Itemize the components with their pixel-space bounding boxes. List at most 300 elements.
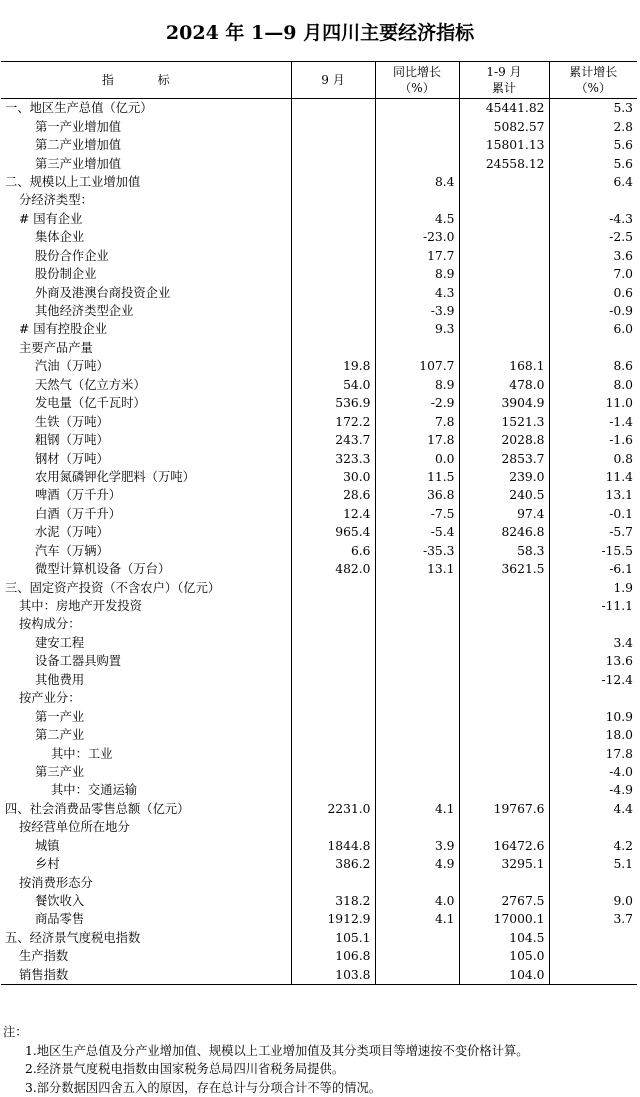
row-cumulative: -4.3 <box>549 210 637 228</box>
row-cumulative: 3.7 <box>549 910 637 928</box>
row-name: 按经营单位所在地分 <box>1 818 291 836</box>
row-month <box>291 652 375 670</box>
table-row <box>1 154 637 172</box>
table-row <box>1 947 637 965</box>
row-yoy <box>375 781 459 799</box>
row-ytd <box>459 781 549 799</box>
table-row <box>1 800 637 818</box>
row-yoy <box>375 339 459 357</box>
row-ytd: 3295.1 <box>459 855 549 873</box>
row-ytd <box>459 228 549 246</box>
row-yoy <box>375 597 459 615</box>
row-ytd <box>459 689 549 707</box>
row-name: 生产指数 <box>1 947 291 965</box>
row-name: 第一产业 <box>1 707 291 725</box>
row-month: 482.0 <box>291 560 375 578</box>
row-ytd: 478.0 <box>459 376 549 394</box>
header-cumulative: 累计增长 （%） <box>549 62 637 99</box>
row-cumulative: 5.6 <box>549 154 637 172</box>
row-ytd <box>459 283 549 301</box>
table-row <box>1 726 637 744</box>
row-yoy <box>375 652 459 670</box>
row-ytd <box>459 671 549 689</box>
row-ytd: 104.5 <box>459 929 549 947</box>
row-yoy: 13.1 <box>375 560 459 578</box>
row-month: 28.6 <box>291 486 375 504</box>
row-name: 主要产品产量 <box>1 339 291 357</box>
row-name: 按产业分： <box>1 689 291 707</box>
row-cumulative: 6.0 <box>549 320 637 338</box>
table-row <box>1 486 637 504</box>
row-cumulative: 2.8 <box>549 117 637 135</box>
table-row <box>1 781 637 799</box>
row-month: 536.9 <box>291 394 375 412</box>
row-yoy: 4.5 <box>375 210 459 228</box>
table-row <box>1 173 637 191</box>
row-yoy: 3.9 <box>375 837 459 855</box>
row-name: 股份合作企业 <box>1 247 291 265</box>
row-cumulative: -15.5 <box>549 542 637 560</box>
row-cumulative <box>549 818 637 836</box>
row-name: 第二产业 <box>1 726 291 744</box>
row-ytd <box>459 744 549 762</box>
row-month <box>291 873 375 891</box>
row-month <box>291 320 375 338</box>
row-name: 发电量（亿千瓦时） <box>1 394 291 412</box>
row-yoy: 4.3 <box>375 283 459 301</box>
row-month <box>291 210 375 228</box>
row-name: 白酒（万千升） <box>1 505 291 523</box>
row-yoy: -5.4 <box>375 523 459 541</box>
notes-label: 注： <box>3 1023 529 1042</box>
row-yoy <box>375 873 459 891</box>
row-yoy: -2.9 <box>375 394 459 412</box>
table-row <box>1 505 637 523</box>
table-row <box>1 117 637 135</box>
row-cumulative: 7.0 <box>549 265 637 283</box>
row-ytd <box>459 302 549 320</box>
table-row <box>1 689 637 707</box>
table-row <box>1 910 637 928</box>
row-name: 微型计算机设备（万台） <box>1 560 291 578</box>
table-row <box>1 283 637 301</box>
table-row <box>1 412 637 430</box>
row-ytd: 1521.3 <box>459 412 549 430</box>
table-row <box>1 671 637 689</box>
row-name: 其中：交通运输 <box>1 781 291 799</box>
row-yoy: 7.8 <box>375 412 459 430</box>
row-yoy <box>375 966 459 985</box>
row-ytd: 45441.82 <box>459 99 549 118</box>
row-yoy: 8.4 <box>375 173 459 191</box>
row-month <box>291 818 375 836</box>
row-cumulative <box>549 873 637 891</box>
table-row <box>1 339 637 357</box>
header-ytd: 1-9 月 累计 <box>459 62 549 99</box>
row-month <box>291 689 375 707</box>
row-ytd: 97.4 <box>459 505 549 523</box>
row-ytd <box>459 320 549 338</box>
table-row <box>1 707 637 725</box>
row-name: 三、固定资产投资（不含农户）（亿元） <box>1 578 291 596</box>
row-month: 105.1 <box>291 929 375 947</box>
row-ytd: 239.0 <box>459 468 549 486</box>
row-month: 1912.9 <box>291 910 375 928</box>
row-month <box>291 615 375 633</box>
header-yoy: 同比增长 （%） <box>375 62 459 99</box>
row-yoy: 107.7 <box>375 357 459 375</box>
row-ytd: 168.1 <box>459 357 549 375</box>
row-month: 30.0 <box>291 468 375 486</box>
header-indicator: 指 标 <box>1 62 291 99</box>
row-month <box>291 707 375 725</box>
row-cumulative: 10.9 <box>549 707 637 725</box>
row-name: 其他费用 <box>1 671 291 689</box>
table-row <box>1 247 637 265</box>
table-row <box>1 468 637 486</box>
row-month <box>291 339 375 357</box>
row-month: 1844.8 <box>291 837 375 855</box>
page-title: 2024 年 1—9 月四川主要经济指标 <box>0 18 640 45</box>
row-name: 第二产业增加值 <box>1 136 291 154</box>
row-yoy <box>375 634 459 652</box>
row-yoy <box>375 578 459 596</box>
row-cumulative: 0.6 <box>549 283 637 301</box>
row-ytd <box>459 191 549 209</box>
table-header-row <box>1 62 637 99</box>
table-row <box>1 542 637 560</box>
table-row <box>1 892 637 910</box>
row-yoy <box>375 818 459 836</box>
row-ytd <box>459 763 549 781</box>
row-name: 水泥（万吨） <box>1 523 291 541</box>
row-yoy: 0.0 <box>375 449 459 467</box>
row-yoy <box>375 99 459 118</box>
row-cumulative: 5.6 <box>549 136 637 154</box>
row-yoy <box>375 689 459 707</box>
row-month <box>291 763 375 781</box>
row-yoy <box>375 191 459 209</box>
row-cumulative: 18.0 <box>549 726 637 744</box>
row-name: 外商及港澳台商投资企业 <box>1 283 291 301</box>
row-ytd <box>459 339 549 357</box>
row-month <box>291 726 375 744</box>
row-name: 其中：房地产开发投资 <box>1 597 291 615</box>
table-row <box>1 634 637 652</box>
row-name: 啤酒（万千升） <box>1 486 291 504</box>
row-cumulative: -0.9 <box>549 302 637 320</box>
table-row <box>1 929 637 947</box>
row-name: # 国有控股企业 <box>1 320 291 338</box>
row-month <box>291 781 375 799</box>
row-name: 农用氮磷钾化学肥料（万吨） <box>1 468 291 486</box>
row-cumulative: -0.1 <box>549 505 637 523</box>
table-row <box>1 99 637 118</box>
row-cumulative: -12.4 <box>549 671 637 689</box>
table-row <box>1 763 637 781</box>
row-ytd <box>459 726 549 744</box>
row-cumulative: 8.6 <box>549 357 637 375</box>
row-ytd <box>459 873 549 891</box>
row-ytd: 3904.9 <box>459 394 549 412</box>
row-yoy: -3.9 <box>375 302 459 320</box>
row-name: 四、社会消费品零售总额（亿元） <box>1 800 291 818</box>
row-yoy <box>375 117 459 135</box>
row-ytd <box>459 210 549 228</box>
row-month: 323.3 <box>291 449 375 467</box>
row-name: 汽油（万吨） <box>1 357 291 375</box>
row-month: 965.4 <box>291 523 375 541</box>
row-ytd: 58.3 <box>459 542 549 560</box>
table-row <box>1 744 637 762</box>
row-name: 一、地区生产总值（亿元） <box>1 99 291 118</box>
row-name: 第三产业 <box>1 763 291 781</box>
row-name: 乡村 <box>1 855 291 873</box>
row-ytd <box>459 634 549 652</box>
row-cumulative: 1.9 <box>549 578 637 596</box>
table-row <box>1 837 637 855</box>
row-month <box>291 265 375 283</box>
row-yoy <box>375 671 459 689</box>
table-row <box>1 228 637 246</box>
row-yoy <box>375 763 459 781</box>
table-row <box>1 597 637 615</box>
table-row <box>1 560 637 578</box>
row-month: 19.8 <box>291 357 375 375</box>
row-month <box>291 744 375 762</box>
row-month <box>291 597 375 615</box>
row-name: 商品零售 <box>1 910 291 928</box>
row-cumulative <box>549 615 637 633</box>
row-yoy: 4.0 <box>375 892 459 910</box>
row-cumulative: -11.1 <box>549 597 637 615</box>
table-row <box>1 320 637 338</box>
row-ytd: 17000.1 <box>459 910 549 928</box>
row-cumulative: 13.1 <box>549 486 637 504</box>
table-row <box>1 191 637 209</box>
row-month <box>291 671 375 689</box>
row-cumulative: 17.8 <box>549 744 637 762</box>
row-cumulative <box>549 966 637 985</box>
row-cumulative: 8.0 <box>549 376 637 394</box>
row-yoy: 4.9 <box>375 855 459 873</box>
row-name: 城镇 <box>1 837 291 855</box>
row-ytd: 15801.13 <box>459 136 549 154</box>
row-month: 6.6 <box>291 542 375 560</box>
row-month <box>291 302 375 320</box>
row-month <box>291 228 375 246</box>
row-ytd: 2767.5 <box>459 892 549 910</box>
row-yoy <box>375 154 459 172</box>
row-yoy: 4.1 <box>375 910 459 928</box>
note-1: 1.地区生产总值及分产业增加值、规模以上工业增加值及其分类项目等增速按不变价格计算。 <box>3 1042 529 1061</box>
note-3: 3.部分数据因四舍五入的原因，存在总计与分项合计不等的情况。 <box>3 1079 529 1097</box>
row-ytd: 16472.6 <box>459 837 549 855</box>
row-name: 餐饮收入 <box>1 892 291 910</box>
row-yoy: 8.9 <box>375 265 459 283</box>
row-month: 172.2 <box>291 412 375 430</box>
row-ytd <box>459 578 549 596</box>
row-yoy <box>375 726 459 744</box>
row-month <box>291 634 375 652</box>
row-month <box>291 191 375 209</box>
row-yoy: 17.7 <box>375 247 459 265</box>
row-yoy <box>375 744 459 762</box>
row-month: 106.8 <box>291 947 375 965</box>
row-cumulative <box>549 191 637 209</box>
table-row <box>1 431 637 449</box>
row-yoy <box>375 707 459 725</box>
row-ytd: 104.0 <box>459 966 549 985</box>
row-name: 设备工器具购置 <box>1 652 291 670</box>
row-name: 按构成分： <box>1 615 291 633</box>
row-ytd: 2853.7 <box>459 449 549 467</box>
row-month: 12.4 <box>291 505 375 523</box>
table-row <box>1 873 637 891</box>
table-row <box>1 302 637 320</box>
row-ytd: 24558.12 <box>459 154 549 172</box>
row-name: 第三产业增加值 <box>1 154 291 172</box>
row-name: 建安工程 <box>1 634 291 652</box>
header-month: 9 月 <box>291 62 375 99</box>
row-month <box>291 173 375 191</box>
table-row <box>1 394 637 412</box>
row-name: 分经济类型： <box>1 191 291 209</box>
row-yoy: 4.1 <box>375 800 459 818</box>
row-yoy <box>375 947 459 965</box>
table-row <box>1 855 637 873</box>
row-ytd <box>459 818 549 836</box>
row-yoy <box>375 136 459 154</box>
row-name: 天然气（亿立方米） <box>1 376 291 394</box>
note-2: 2.经济景气度税电指数由国家税务总局四川省税务局提供。 <box>3 1060 529 1079</box>
row-month: 386.2 <box>291 855 375 873</box>
row-yoy: 17.8 <box>375 431 459 449</box>
row-ytd: 2028.8 <box>459 431 549 449</box>
table-row <box>1 523 637 541</box>
row-name: 股份制企业 <box>1 265 291 283</box>
table-row <box>1 615 637 633</box>
row-month: 103.8 <box>291 966 375 985</box>
row-month: 243.7 <box>291 431 375 449</box>
row-name: 其中：工业 <box>1 744 291 762</box>
row-yoy <box>375 615 459 633</box>
row-month <box>291 578 375 596</box>
row-cumulative: 0.8 <box>549 449 637 467</box>
row-cumulative: -5.7 <box>549 523 637 541</box>
row-cumulative: -1.4 <box>549 412 637 430</box>
row-name: 集体企业 <box>1 228 291 246</box>
row-ytd: 19767.6 <box>459 800 549 818</box>
row-name: 五、经济景气度税电指数 <box>1 929 291 947</box>
row-cumulative <box>549 339 637 357</box>
row-cumulative: -4.9 <box>549 781 637 799</box>
row-cumulative: 4.2 <box>549 837 637 855</box>
row-name: 其他经济类型企业 <box>1 302 291 320</box>
table-row <box>1 818 637 836</box>
row-cumulative <box>549 689 637 707</box>
row-name: 销售指数 <box>1 966 291 985</box>
row-yoy: -7.5 <box>375 505 459 523</box>
row-name: 二、规模以上工业增加值 <box>1 173 291 191</box>
row-yoy: 36.8 <box>375 486 459 504</box>
row-month: 318.2 <box>291 892 375 910</box>
row-cumulative: 11.0 <box>549 394 637 412</box>
row-name: 钢材（万吨） <box>1 449 291 467</box>
row-ytd <box>459 615 549 633</box>
row-cumulative: 3.4 <box>549 634 637 652</box>
row-ytd: 105.0 <box>459 947 549 965</box>
table-row <box>1 210 637 228</box>
table-row <box>1 376 637 394</box>
table-row <box>1 357 637 375</box>
row-month: 54.0 <box>291 376 375 394</box>
table-row <box>1 966 637 985</box>
table-row <box>1 136 637 154</box>
row-ytd: 8246.8 <box>459 523 549 541</box>
row-name: 粗钢（万吨） <box>1 431 291 449</box>
row-cumulative <box>549 947 637 965</box>
row-cumulative: 13.6 <box>549 652 637 670</box>
row-yoy: -23.0 <box>375 228 459 246</box>
table-row <box>1 652 637 670</box>
row-cumulative: 4.4 <box>549 800 637 818</box>
row-name: 汽车（万辆） <box>1 542 291 560</box>
row-month <box>291 154 375 172</box>
row-yoy: 9.3 <box>375 320 459 338</box>
row-cumulative: 5.1 <box>549 855 637 873</box>
row-ytd <box>459 707 549 725</box>
row-ytd <box>459 265 549 283</box>
row-ytd: 240.5 <box>459 486 549 504</box>
row-cumulative: 11.4 <box>549 468 637 486</box>
table-row <box>1 265 637 283</box>
row-month: 2231.0 <box>291 800 375 818</box>
row-name: # 国有企业 <box>1 210 291 228</box>
row-ytd <box>459 597 549 615</box>
row-name: 第一产业增加值 <box>1 117 291 135</box>
row-ytd: 5082.57 <box>459 117 549 135</box>
row-cumulative: -4.0 <box>549 763 637 781</box>
indicator-table <box>1 61 637 985</box>
row-cumulative: -1.6 <box>549 431 637 449</box>
row-month <box>291 283 375 301</box>
row-month <box>291 99 375 118</box>
row-name: 按消费形态分 <box>1 873 291 891</box>
row-cumulative: -6.1 <box>549 560 637 578</box>
row-yoy: -35.3 <box>375 542 459 560</box>
notes <box>3 1023 529 1097</box>
row-yoy: 8.9 <box>375 376 459 394</box>
row-cumulative <box>549 929 637 947</box>
row-cumulative: 6.4 <box>549 173 637 191</box>
table-row <box>1 449 637 467</box>
row-cumulative: 5.3 <box>549 99 637 118</box>
row-month <box>291 136 375 154</box>
row-month <box>291 247 375 265</box>
row-yoy: 11.5 <box>375 468 459 486</box>
row-cumulative: -2.5 <box>549 228 637 246</box>
row-ytd <box>459 173 549 191</box>
row-yoy <box>375 929 459 947</box>
row-ytd: 3621.5 <box>459 560 549 578</box>
row-ytd <box>459 652 549 670</box>
row-ytd <box>459 247 549 265</box>
row-cumulative: 3.6 <box>549 247 637 265</box>
table-row <box>1 578 637 596</box>
row-month <box>291 117 375 135</box>
row-name: 生铁（万吨） <box>1 412 291 430</box>
